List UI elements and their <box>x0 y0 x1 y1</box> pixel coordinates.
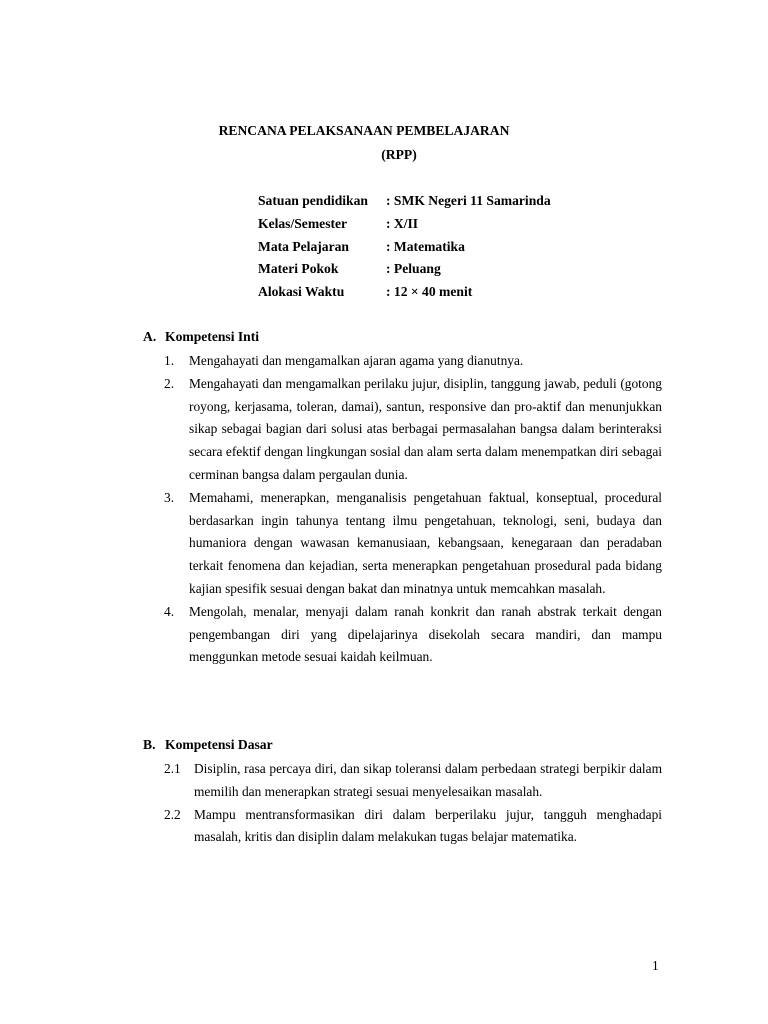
item-number: 1. <box>164 353 175 368</box>
item-text: Mampu mentransformasikan diri dalam berperilaku jujur, tangguh menghadapi masalah, kritis dan disiplin dalam melakukan tugas belajar matematika. <box>194 806 662 845</box>
item-number: 2. <box>164 375 175 391</box>
item-text: Mengolah, menalar, menyaji dalam ranah konkrit dan ranah abstrak terkait dengan pengembangan diri yang dipelajarinya disekolah secara mandiri, dan mampu menggunkan metode sesuai kaidah keilmuan. <box>189 603 662 665</box>
list-item <box>164 601 662 669</box>
list-item <box>164 804 662 850</box>
section-letter: A. <box>143 329 157 344</box>
list-item <box>164 373 662 487</box>
item-number: 2.2 <box>164 806 181 822</box>
item-number: 4. <box>164 603 175 619</box>
item-number: 2.1 <box>164 761 181 776</box>
identity-row <box>258 215 551 238</box>
section-title: Kompetensi Dasar <box>165 737 273 752</box>
list-item <box>164 350 662 373</box>
section-letter: B. <box>143 737 156 752</box>
identity-row <box>258 238 551 261</box>
item-text: Mengahayati dan mengamalkan ajaran agama yang dianutnya. <box>189 353 524 368</box>
identity-row <box>258 192 551 215</box>
item-number: 3. <box>164 489 175 505</box>
section-title: Kompetensi Inti <box>165 329 260 344</box>
item-text: Memahami, menerapkan, menganalisis pengetahuan faktual, konseptual, procedural berdasarkan ingin tahunya tentang ilmu pengetahuan, teknologi, seni, budaya dan humaniora dengan wawasan kemanusiaan, kebangsaan, kenegaraan dan peradaban terkait fenomena dan kejadian, serta menerapkan pengetahuan prosedural pada bidang kajian spesifik sesuai dengan bakat dan minatnya untuk memcahkan masalah. <box>189 489 662 596</box>
identity-value: : 12 × 40 menit <box>386 284 473 300</box>
identity-label: Alokasi Waktu <box>258 284 345 300</box>
item-text: Mengahayati dan mengamalkan perilaku jujur, disiplin, tanggung jawab, peduli (gotong royong, kerjasama, toleran, damai), santun, responsive dan pro-aktif dan menunjukkan sikap sebagai bagian dari solusi atas berbagai permasalahan bangsa dalam berinteraksi secara efektif dengan lingkungan sosial dan alam serta dalam menempatkan diri sebagai cerminan bangsa dalam pergaulan dunia. <box>189 375 662 482</box>
list-item <box>164 487 662 601</box>
document-subtitle: (RPP) <box>381 147 417 162</box>
identity-label: Materi Pokok <box>258 261 339 277</box>
identity-row <box>258 283 551 306</box>
identity-label: Mata Pelajaran <box>258 238 349 254</box>
identity-table <box>258 192 551 306</box>
kompetensi-inti-list <box>164 350 662 669</box>
list-item <box>164 758 662 804</box>
identity-value: : SMK Negeri 11 Samarinda <box>386 193 551 208</box>
section-heading-kompetensi-dasar <box>143 737 273 753</box>
identity-value: : Matematika <box>386 238 465 254</box>
document-title: RENCANA PELAKSANAAN PEMBELAJARAN <box>218 123 510 138</box>
section-heading-kompetensi-inti <box>143 329 259 345</box>
item-text: Disiplin, rasa percaya diri, dan sikap toleransi dalam perbedaan strategi berpikir dalam memilih dan menerapkan strategi sesuai menyelesaikan masalah. <box>194 761 662 799</box>
page-number: 1 <box>652 958 659 973</box>
identity-label: Kelas/Semester <box>258 215 348 231</box>
identity-value: : Peluang <box>386 261 441 277</box>
kompetensi-dasar-list <box>164 758 662 849</box>
identity-value: : X/II <box>386 215 419 231</box>
identity-row <box>258 260 551 283</box>
identity-label: Satuan pendidikan <box>258 193 368 208</box>
